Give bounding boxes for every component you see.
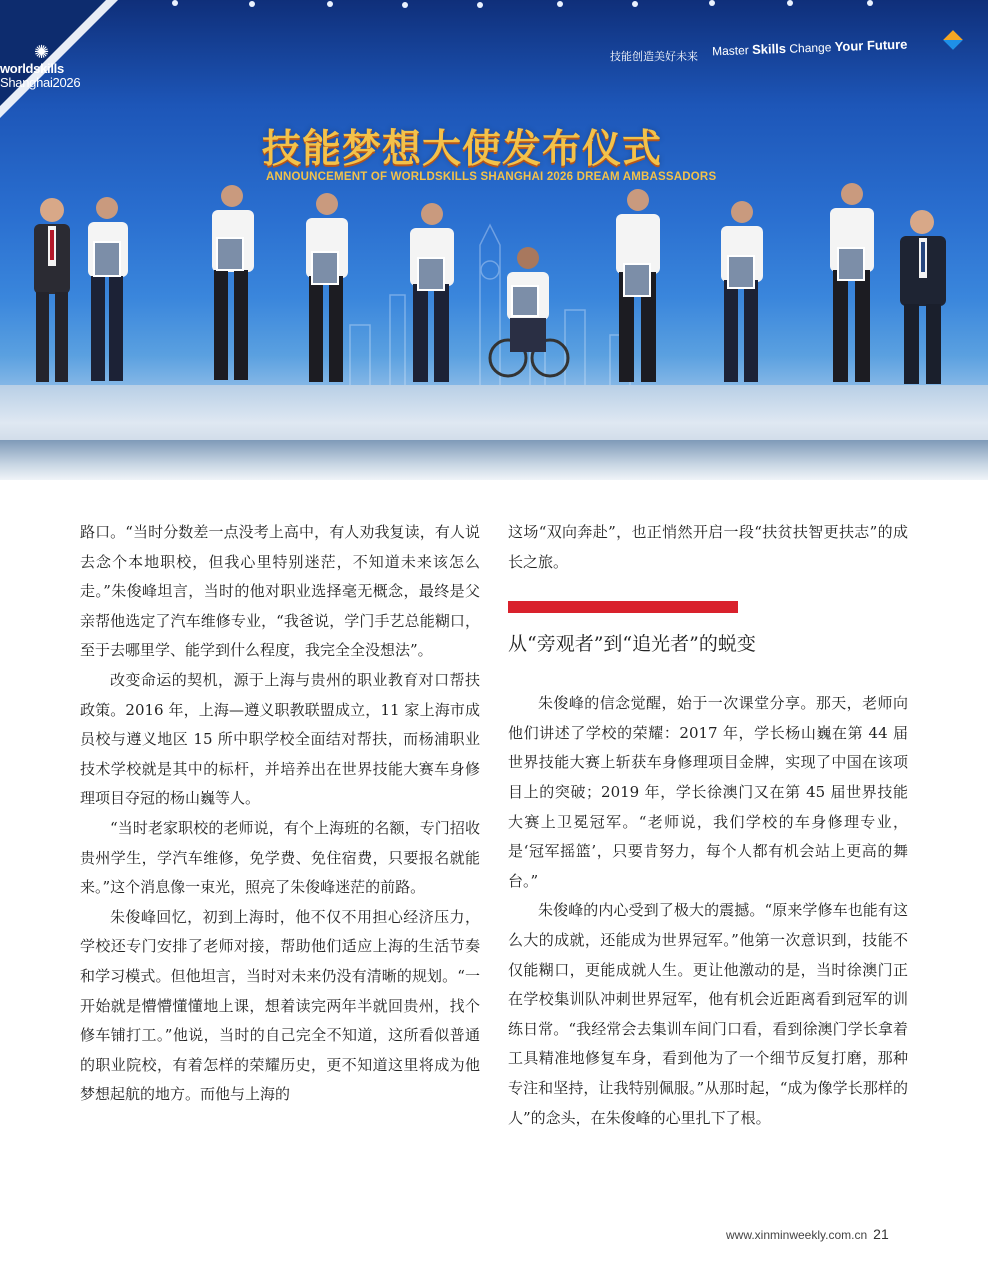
logo-line2: Shanghai2026 <box>0 75 81 90</box>
person-2 <box>88 197 128 381</box>
ceremony-title: 技能梦想大使发布仪式 <box>262 127 663 172</box>
section-divider-bar <box>508 601 738 613</box>
slogan-en-a: Master <box>711 43 753 59</box>
website-url: www.xinminweekly.com.cn <box>726 1228 868 1242</box>
paragraph: 改变命运的契机，源于上海与贵州的职业教育对口帮扶政策。2016 年，上海—遵义职教联盟成立，11 家上海市成员校与遵义地区 15 所中职学校全面结对帮扶，而杨浦职业技术学校就是其中的标杆，并培养出在世界技能大赛车身修理项目夺冠的杨山巍等人。 <box>80 670 480 808</box>
person-10 <box>900 210 946 384</box>
slogan-english <box>712 37 908 59</box>
paragraph: 路口。“当时分数差一点没考上高中，有人劝我复读，有人说去念个本地职校，但我心里特别迷茫，不知道未来该怎么走。”朱俊峰坦言，当时的他对职业选择毫无概念，最终是父亲帮他选定了汽车维修专业，“我爸说，学门手艺总能糊口，至于去哪里学、能学到什么程度，我完全全没想法”。 <box>80 523 480 660</box>
person-4 <box>306 193 348 382</box>
ceremony-photo <box>0 0 988 480</box>
logo-line1: worldskills <box>0 61 64 76</box>
ambassadors-group <box>0 180 988 400</box>
person-6-wheelchair <box>490 247 568 376</box>
paragraph: 朱俊峰的内心受到了极大的震撼。“原来学修车也能有这么大的成就，还能成为世界冠军。”他第一次意识到，技能不仅能糊口，更能成就人生。更让他激动的是，当时徐澳门正在学校集训队冲刺世界冠军，他有机会近距离看到冠军的训练日常。“我经常会去集训车间门口看，看到徐澳门学长拿着工具精准地修复车身，看到他为了一个细节反复打磨，那种专注和坚持，让我特别佩服。”从那时起，“成为像学长那样的人”的念头，在朱俊峰的心里扎下了根。 <box>508 901 908 1127</box>
person-7 <box>616 189 660 382</box>
paragraph: 朱俊峰的信念觉醒，始于一次课堂分享。那天，老师向他们讲述了学校的荣耀：2017 年，学长杨山巍在第 44 届世界技能大赛上斩获车身修理项目金牌，实现了中国在该项目上的突破；2019 年，学长徐澳门又在第 45 届世界技能大赛上卫冕冠军。“老师说，我们学校的车身修理专业，是‘冠军摇篮’，只要肯努力，每个人都有机会站上更高的舞台。” <box>508 694 908 890</box>
ceremony-subtitle: ANNOUNCEMENT OF WORLDSKILLS SHANGHAI 2026 DREAM AMBASSADORS <box>266 171 717 183</box>
left-column <box>80 518 480 1110</box>
logo-triangle-dark <box>0 0 106 106</box>
slogan-en-b: Skills <box>751 40 787 58</box>
page-number: 21 <box>873 1226 889 1242</box>
page-footer <box>726 1226 889 1242</box>
stage-edge <box>0 440 988 480</box>
paragraph: “当时老家职校的老师说，有个上海班的名额，专门招收贵州学生，学汽车维修，免学费、免住宿费，只要报名就能来。”这个消息像一束光，照亮了朱俊峰迷茫的前路。 <box>80 818 480 897</box>
person-5 <box>410 203 454 382</box>
person-9 <box>830 183 874 382</box>
stage-lights <box>0 0 988 12</box>
paragraph: 这场“双向奔赴”，也正悄然开启一段“扶贫扶智更扶志”的成长之旅。 <box>508 523 908 571</box>
section-heading: 从“旁观者”到“追光者”的蜕变 <box>508 633 756 656</box>
paragraph: 朱俊峰回忆，初到上海时，他不仅不用担心经济压力，学校还专门安排了老师对接，帮助他们适应上海的生活节奏和学习模式。但他坦言，当时对未来仍没有清晰的规划。“一开始就是懵懵懂懂地上课，想着读完两年半就回贵州，找个修车铺打工。”他说，当时的自己完全不知道，这所看似普通的职业院校，有着怎样的荣耀历史，更不知道这里将成为他梦想起航的地方。而他与上海的 <box>80 907 480 1104</box>
slogan-en-d: Your Future <box>834 36 908 55</box>
cube-logo-icon <box>943 30 963 50</box>
person-1 <box>34 198 70 382</box>
worldskills-mark-icon: ✺ <box>34 42 50 63</box>
person-3 <box>212 185 254 380</box>
slogan-en-c: Change <box>785 40 835 56</box>
worldskills-logo <box>0 62 80 90</box>
right-column <box>508 518 908 1133</box>
slogan-chinese: 技能创造美好未来 <box>610 50 698 63</box>
person-8 <box>721 201 763 382</box>
